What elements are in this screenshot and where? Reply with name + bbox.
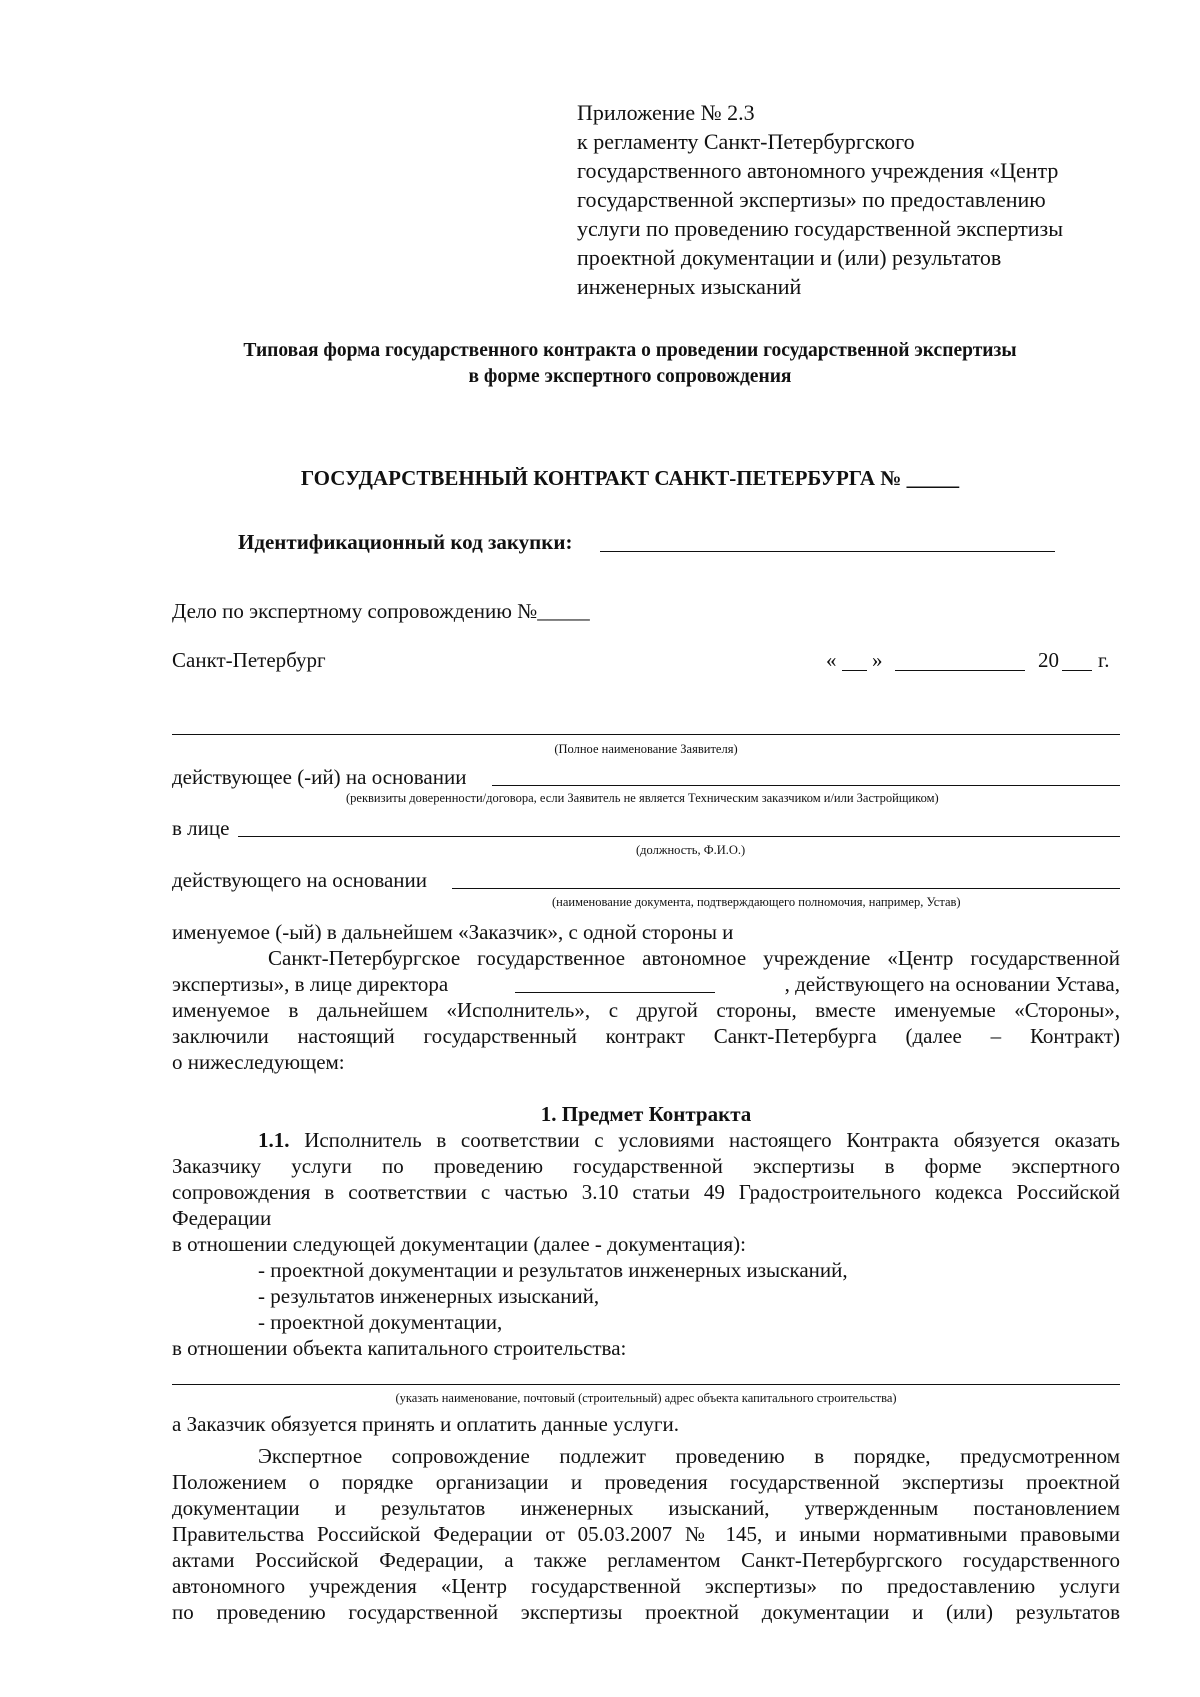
year-prefix: 20 — [1038, 648, 1059, 672]
form-title-line-1: Типовая форма государственного контракта о проведении государственной экспертизы — [243, 340, 1017, 361]
year-suffix: г. — [1098, 648, 1110, 672]
city-label: Санкт-Петербург — [172, 648, 326, 672]
docs-intro: в отношении следующей документации (далее - документация): — [172, 1232, 747, 1256]
director-name-field[interactable] — [515, 970, 715, 993]
basis-caption: (реквизиты доверенности/договора, если Заявитель не является Техническим заказчиком и/или Застройщиком) — [346, 791, 939, 805]
doc-item: - проектной документации и результатов инженерных изысканий, — [258, 1258, 848, 1282]
person-caption: (должность, Ф.И.О.) — [636, 843, 746, 857]
clause-1-1-line-3: сопровождения в соответствии с частью 3.10 статьи 49 Градостроительного кодекса Российской — [172, 1180, 1120, 1204]
paragraph-2-line: актами Российской Федерации, а также регламентом Санкт-Петербургского государственного — [172, 1548, 1120, 1572]
customer-obligation: а Заказчик обязуется принять и оплатить данные услуги. — [172, 1412, 679, 1436]
appendix-line: услуги по проведению государственной экспертизы — [577, 216, 1064, 241]
intro-line-5: о нижеследующем: — [172, 1050, 345, 1074]
contract-title: ГОСУДАРСТВЕННЫЙ КОНТРАКТ САНКТ-ПЕТЕРБУРГА № _____ — [300, 466, 960, 490]
date-close-quote: » — [872, 648, 883, 672]
acting-caption: (наименование документа, подтверждающего полномочия, например, Устав) — [552, 895, 961, 909]
appendix-line: государственного автономного учреждения «Центр — [577, 158, 1059, 183]
clause-1-1-text: Исполнитель в соответствии с условиями настоящего Контракта обязуется оказать — [304, 1128, 1121, 1152]
form-title — [150, 338, 1110, 390]
procurement-code-label: Идентификационный код закупки: — [238, 530, 573, 554]
doc-item: - результатов инженерных изысканий, — [258, 1284, 600, 1308]
object-field[interactable] — [172, 1362, 1120, 1385]
acting-label: действующего на основании — [172, 868, 428, 892]
procurement-code-field[interactable] — [600, 526, 1055, 552]
month-field[interactable] — [895, 646, 1025, 671]
named-customer-text: именуемое (-ый) в дальнейшем «Заказчик», с одной стороны и — [172, 920, 734, 944]
person-label: в лице — [172, 816, 230, 840]
paragraph-2-line: автономного учреждения «Центр государственной экспертизы» по предоставлению услуги — [172, 1574, 1120, 1598]
intro-line-2-start: экспертизы», в лице директора — [172, 972, 449, 996]
applicant-name-field[interactable] — [172, 712, 1120, 735]
paragraph-2-line: Положением о порядке организации и проведения государственной экспертизы проектной — [172, 1470, 1120, 1494]
intro-line-3: именуемое в дальнейшем «Исполнитель», с другой стороны, вместе именуемые «Стороны», — [172, 998, 1120, 1022]
clause-1-1-line-2: Заказчику услуги по проведению государственной экспертизы в форме экспертного — [172, 1154, 1120, 1178]
form-title-line-2: в форме экспертного сопровождения — [468, 366, 792, 387]
applicant-caption: (Полное наименование Заявителя) — [554, 742, 738, 756]
acting-field[interactable] — [452, 866, 1120, 889]
intro-line-2-end: , действующего на основании Устава, — [784, 972, 1120, 996]
section-1-heading: 1. Предмет Контракта — [540, 1102, 752, 1126]
clause-number: 1.1. — [258, 1128, 290, 1152]
paragraph-2-line: по проведению государственной экспертизы проектной документации и (или) результатов — [172, 1600, 1120, 1624]
intro-line-1: Санкт-Петербургское государственное автономное учреждение «Центр государственной — [268, 946, 1120, 970]
clause-1-1-line-1 — [258, 1126, 1120, 1155]
intro-line-4: заключили настоящий государственный контракт Санкт-Петербурга (далее – Контракт) — [172, 1024, 1120, 1048]
appendix-line: государственной экспертизы» по предоставлению — [577, 187, 1046, 212]
intro-line-2 — [172, 970, 1120, 999]
paragraph-2-line: Правительства Российской Федерации от 05.03.2007 № 145, и иными нормативными правовыми — [172, 1522, 1120, 1546]
appendix-line: инженерных изысканий — [577, 274, 802, 299]
date-block — [820, 646, 1120, 676]
basis-label: действующее (-ий) на основании — [172, 765, 467, 789]
object-caption: (указать наименование, почтовый (строительный) адрес объекта капитального строительства) — [395, 1391, 897, 1405]
appendix-block — [577, 98, 1137, 301]
appendix-line: к регламенту Санкт-Петербургского — [577, 129, 915, 154]
paragraph-2-line: документации и результатов инженерных изысканий, утвержденным постановлением — [172, 1496, 1120, 1520]
year-field[interactable] — [1062, 646, 1092, 671]
appendix-line: Приложение № 2.3 — [577, 100, 755, 125]
appendix-line: проектной документации и (или) результатов — [577, 245, 1002, 270]
person-field[interactable] — [238, 814, 1120, 837]
case-number-label: Дело по экспертному сопровождению №_____ — [172, 599, 590, 623]
object-intro: в отношении объекта капитального строительства: — [172, 1336, 627, 1360]
date-open-quote: « — [826, 648, 837, 672]
basis-field[interactable] — [492, 763, 1120, 786]
paragraph-2-line: Экспертное сопровождение подлежит проведению в порядке, предусмотренном — [258, 1444, 1120, 1468]
doc-item: - проектной документации, — [258, 1310, 503, 1334]
day-field[interactable] — [842, 646, 867, 671]
clause-1-1-line-4: Федерации — [172, 1206, 272, 1230]
